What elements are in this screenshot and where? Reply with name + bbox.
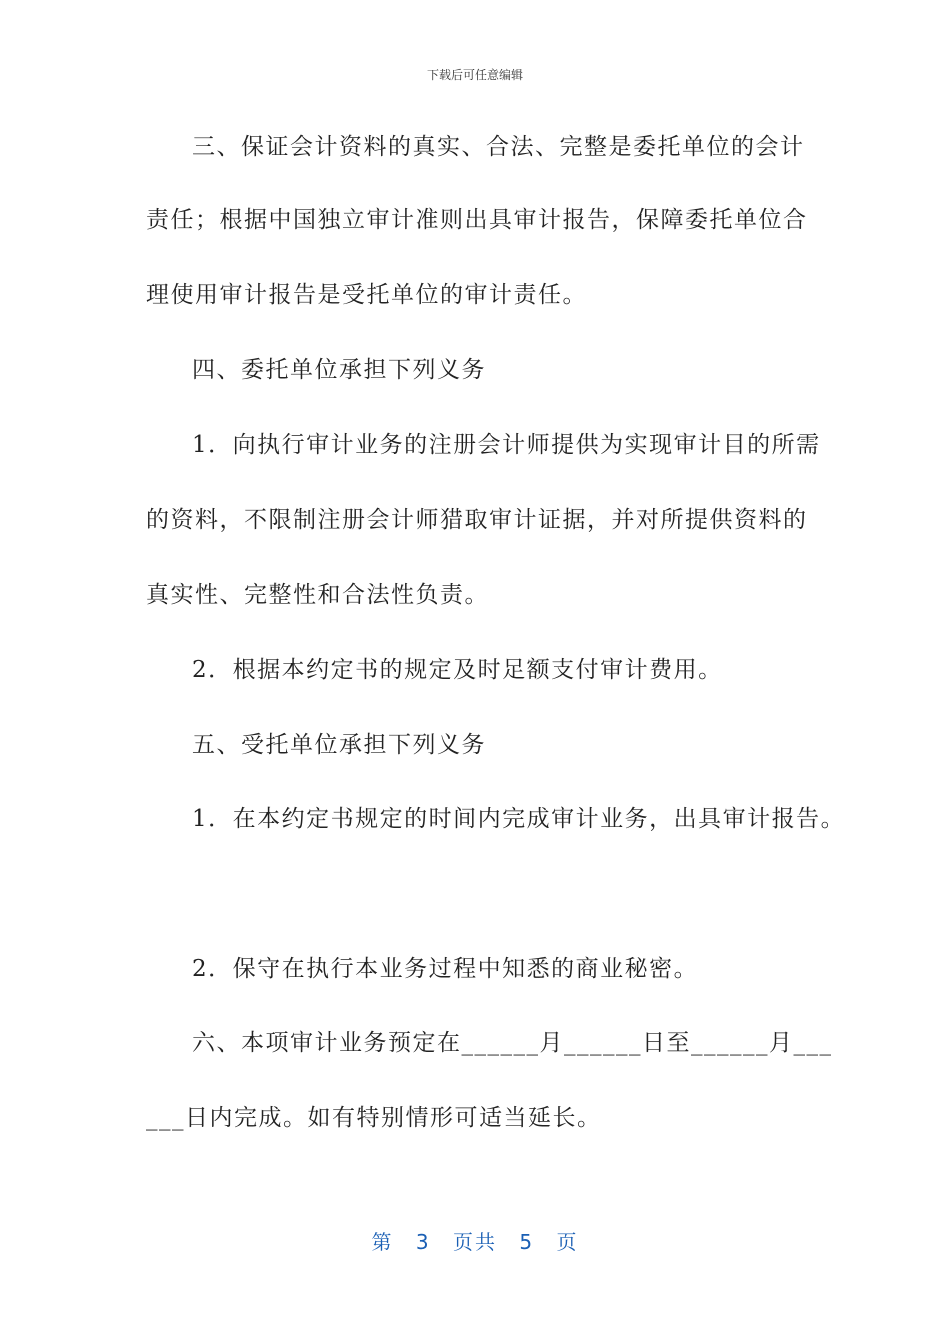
footer-suffix: 页: [556, 1230, 579, 1254]
paragraph-line: ___日内完成。如有特别情形可适当延长。: [146, 1105, 602, 1131]
footer-middle: 页共: [453, 1230, 497, 1254]
paragraph-line: 责任；根据中国独立审计准则出具审计报告，保障委托单位合: [146, 207, 808, 233]
paragraph-line: 三、保证会计资料的真实、合法、完整是委托单位的会计: [192, 134, 805, 160]
paragraph-line: 2．保守在执行本业务过程中知悉的商业秘密。: [192, 956, 699, 982]
paragraph-line: 1．在本约定书规定的时间内完成审计业务，出具审计报告。: [192, 806, 846, 832]
footer-current-page: 3: [415, 1230, 431, 1254]
paragraph-line: 2．根据本约定书的规定及时足额支付审计费用。: [192, 657, 723, 683]
footer-prefix: 第: [371, 1230, 394, 1254]
paragraph-line: 的资料，不限制注册会计师猎取审计证据，并对所提供资料的: [146, 507, 808, 533]
section-heading: 四、委托单位承担下列义务: [192, 357, 486, 383]
paragraph-line: 1．向执行审计业务的注册会计师提供为实现审计目的所需: [192, 432, 821, 458]
paragraph-line: 理使用审计报告是受托单位的审计责任。: [146, 282, 587, 308]
page-footer: [0, 1226, 950, 1255]
paragraph-line: 真实性、完整性和合法性负责。: [146, 582, 489, 608]
section-heading: 五、受托单位承担下列义务: [192, 732, 486, 758]
footer-total-pages: 5: [519, 1230, 535, 1254]
header-note: 下载后可任意编辑: [426, 68, 523, 82]
paragraph-line: 六、本项审计业务预定在______月______日至______月___: [192, 1030, 833, 1056]
